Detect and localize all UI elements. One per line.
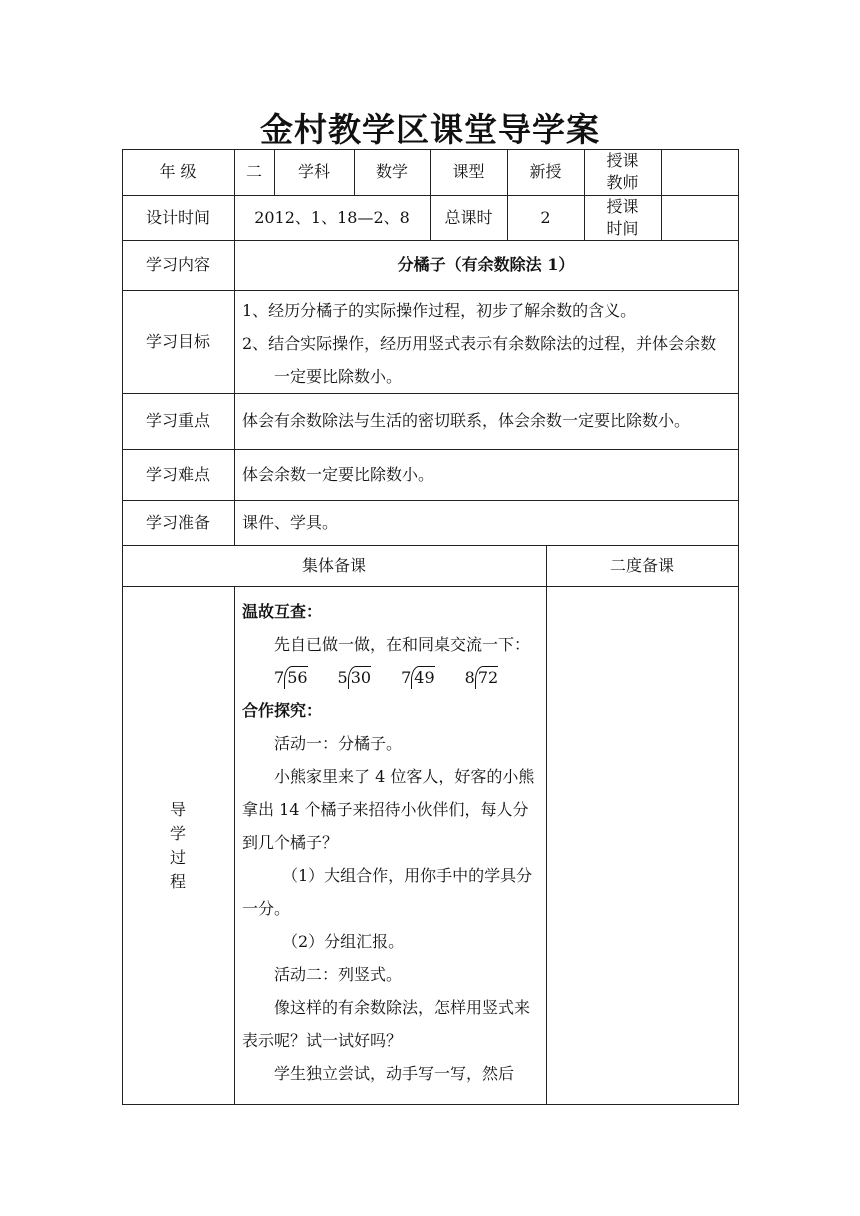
long-division [338,661,372,694]
process-content [234,595,546,1090]
process-label-char: 程 [169,872,186,891]
teacher-label [584,149,661,195]
collective-plan-header: 集体备课 [301,555,366,575]
grade-value: 二 [245,162,262,181]
divisor: 7 [401,668,412,687]
lesson-time-label [584,195,661,240]
key-point-label: 学习重点 [145,411,210,430]
design-time-label: 设计时间 [145,207,210,227]
goal-item-2: 2、结合实际操作，经历用竖式表示有余数除法的过程，并体会余数一定要比除数小。 [242,334,717,386]
content-label: 学习内容 [145,255,210,274]
preparation-value: 课件、学具。 [242,512,339,532]
divisor: 5 [337,668,348,687]
grade-label: 年 级 [159,162,197,181]
process-label-char: 导 [169,800,186,819]
subject-value: 数学 [375,162,408,181]
document-title: 金村教学区课堂导学案 [260,110,600,149]
division-exercises [274,661,538,694]
dividend: 56 [284,666,307,689]
dividend: 30 [348,666,371,689]
lesson-type-value: 新授 [529,162,562,181]
goals-label: 学习目标 [145,331,210,351]
divisor: 8 [464,668,475,687]
total-lessons-label: 总课时 [444,207,493,227]
preparation-label: 学习准备 [145,512,210,532]
goals-list [234,294,738,393]
long-division [465,661,499,694]
process-label-char: 过 [169,848,186,867]
review-title: 温故互查： [242,602,323,621]
content-value: 分橘子（有余数除法 1） [397,255,575,274]
question: 像这样的有余数除法，怎样用竖式来表示呢？试一试好吗？ [242,998,531,1050]
process-label-char: 学 [169,824,186,843]
process-label [166,798,190,894]
teacher-label-line1: 授课 [606,151,639,170]
activity-one: 活动一：分橘子。 [274,734,403,753]
long-division [274,661,308,694]
story-problem: 小熊家里来了 4 位客人，好客的小熊拿出 14 个橘子来招待小伙伴们，每人分到几个橘子？ [242,767,535,852]
lesson-time-label-line2: 时间 [606,218,639,238]
step-two: （2）分组汇报。 [282,932,405,951]
long-division [401,661,435,694]
total-lessons-value: 2 [540,207,551,227]
divisor: 7 [274,668,285,687]
explore-title: 合作探究： [242,701,323,720]
difficulty-label: 学习难点 [145,464,210,484]
lesson-type-label: 课型 [452,162,485,181]
lesson-time-label-line1: 授课 [606,196,639,216]
second-plan-area [547,587,738,1104]
teacher-value [661,149,738,195]
second-plan-header: 二度备课 [609,555,674,575]
dividend: 72 [475,666,498,689]
subject-label: 学科 [297,162,330,181]
design-time-value: 2012、1、18—2、8 [254,207,410,227]
step-one: （1）大组合作，用你手中的学具分一分。 [242,866,533,918]
lesson-time-value [661,195,738,240]
key-point-value: 体会有余数除法与生活的密切联系，体会余数一定要比除数小。 [242,411,691,430]
activity-two: 活动二：列竖式。 [274,965,403,984]
review-text: 先自已做一做，在和同桌交流一下： [274,635,531,654]
goal-item-1: 1、经历分橘子的实际操作过程，初步了解余数的含义。 [242,301,637,320]
teacher-label-line2: 教师 [606,173,639,192]
try-instruction: 学生独立尝试，动手写一写，然后 [274,1064,515,1083]
difficulty-value: 体会余数一定要比除数小。 [242,464,435,484]
dividend: 49 [411,666,434,689]
